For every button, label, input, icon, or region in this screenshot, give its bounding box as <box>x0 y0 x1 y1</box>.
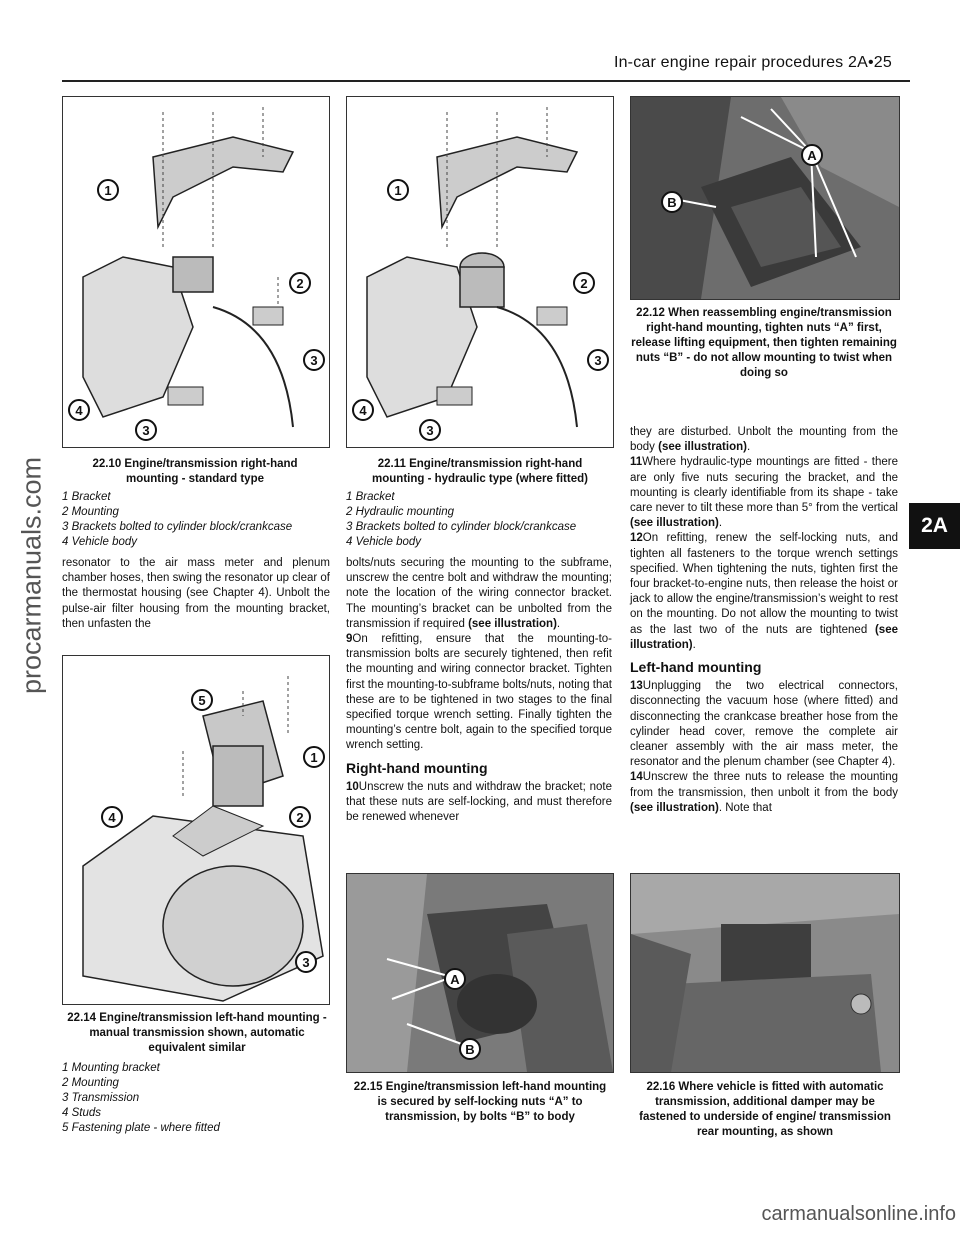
paragraph-13: 13Unplugging the two electrical connectors, disconnecting the vacuum hose (where fitted) and disconnecting the crankcase breather hose from the cylinder head cover, remove the complete air cleaner assembly with the air mass meter, the resonator and the plenum chamber (see Chapter 4). <box>630 680 898 769</box>
legend-item: 1 Bracket <box>62 491 111 503</box>
callout-2: 2 <box>289 806 311 828</box>
legend-item: 2 Mounting <box>62 1077 119 1089</box>
callout-1: 1 <box>303 746 325 768</box>
text-column-3 <box>630 425 898 816</box>
legend-22-10 <box>62 490 332 550</box>
callout-a: A <box>444 968 466 990</box>
figure-22-11 <box>346 96 614 448</box>
watermark-bottom: carmanualsonline.info <box>761 1203 956 1225</box>
figure-22-14 <box>62 655 330 1005</box>
legend-item: 4 Vehicle body <box>62 536 138 548</box>
photo-22-16 <box>631 874 899 1072</box>
caption-22-12: 22.12 When reassembling engine/transmission right-hand mounting, tighten nuts “A” first, release lifting equipment, then tighten remaining nuts “B” - do not allow mounting to twist when doing so <box>631 307 897 379</box>
legend-item: 5 Fastening plate - where fitted <box>62 1122 220 1134</box>
callout-a: A <box>801 144 823 166</box>
caption-22-14: 22.14 Engine/transmission left-hand mounting - manual transmission shown, automatic equivalent similar <box>67 1012 327 1054</box>
callout-5: 5 <box>191 689 213 711</box>
drawing-22-11 <box>347 97 613 447</box>
paragraph: they are disturbed. Unbolt the mounting from the body (see illustration). <box>630 426 898 454</box>
caption-22-15: 22.15 Engine/transmission left-hand mounting is secured by self-locking nuts “A” to transmission, by bolts “B” to body <box>353 1081 607 1123</box>
callout-3b: 3 <box>419 419 441 441</box>
figure-22-15 <box>346 873 614 1073</box>
chapter-tab: 2A <box>909 503 960 549</box>
page-header: In-car engine repair procedures 2A•25 <box>613 54 892 71</box>
callout-3: 3 <box>587 349 609 371</box>
paragraph-10: 10Unscrew the nuts and withdraw the bracket; note that these nuts are self-locking, and must therefore be renewed whenever <box>346 780 612 824</box>
callout-3b: 3 <box>135 419 157 441</box>
callout-3: 3 <box>303 349 325 371</box>
heading-right-hand-mounting: Right-hand mounting <box>346 759 488 776</box>
legend-item: 3 Transmission <box>62 1092 140 1104</box>
paragraph: resonator to the air mass meter and plenum chamber hoses, then swing the resonator up clear of the thermostat housing (see Chapter 4). Unbolt the pulse-air filter housing from the mounting bracket, then unfasten the <box>62 557 330 630</box>
callout-1: 1 <box>97 179 119 201</box>
callout-b: B <box>661 191 683 213</box>
watermark-side: procarmanuals.com <box>16 456 47 695</box>
caption-22-10: 22.10 Engine/transmission right-hand mounting - standard type <box>92 458 298 485</box>
legend-item: 3 Brackets bolted to cylinder block/crankcase <box>346 521 577 533</box>
callout-3: 3 <box>295 951 317 973</box>
callout-2: 2 <box>573 272 595 294</box>
figure-22-16 <box>630 873 900 1073</box>
callout-2: 2 <box>289 272 311 294</box>
drawing-22-10 <box>63 97 329 447</box>
callout-1: 1 <box>387 179 409 201</box>
legend-item: 1 Bracket <box>346 491 395 503</box>
text-column-1 <box>62 556 330 632</box>
heading-left-hand-mounting: Left-hand mounting <box>630 659 762 676</box>
header-rule <box>62 80 910 82</box>
legend-item: 2 Mounting <box>62 506 119 518</box>
legend-22-11 <box>346 490 616 550</box>
legend-item: 3 Brackets bolted to cylinder block/crankcase <box>62 521 293 533</box>
caption-22-16: 22.16 Where vehicle is fitted with automatic transmission, additional damper may be fastened to underside of engine/ transmission rear mounting, as shown <box>639 1081 891 1138</box>
paragraph: bolts/nuts securing the mounting to the subframe, unscrew the centre bolt and withdraw the mounting; note the location of the wiring connector bracket. The mounting’s bracket can be unbolted from the transmission if required (see illustration). <box>346 557 612 630</box>
figure-22-10 <box>62 96 330 448</box>
legend-item: 4 Studs <box>62 1107 101 1119</box>
photo-22-15 <box>347 874 613 1072</box>
figure-22-12 <box>630 96 900 300</box>
paragraph-11: 11Where hydraulic-type mountings are fitted - there are only five nuts securing the bracket, and the mounting is clearly identifiable from its shape - take care never to tilt these more than 5° from the vertical (see illustration). <box>630 456 898 530</box>
paragraph-9: 9On refitting, ensure that the mounting-to-transmission bolts are securely tightened, then refit the mounting and wiring connector bracket. Tighten first the mounting-to-subframe bolts/nuts, noting that these are to be tightened in two stages to the final specified torque wrench setting. Finally tighten the mounting’s centre bolt, again to the specified torque wrench setting. <box>346 633 612 752</box>
callout-4: 4 <box>101 806 123 828</box>
paragraph-14: 14Unscrew the three nuts to release the mounting from the transmission, then unbolt it from the body (see illustration). Note that <box>630 771 898 814</box>
legend-22-14 <box>62 1061 332 1136</box>
text-column-2 <box>346 556 612 825</box>
legend-item: 2 Hydraulic mounting <box>346 506 455 518</box>
paragraph-12: 12On refitting, renew the self-locking nuts, and tighten all fasteners to the torque wrench settings specified. When tightening the nuts, tighten first the four bracket-to-engine nuts, then release the hoist or jack to allow the engine/transmission’s weight to rest on the mounting. Do not allow the mounting to twist as the last two of the nuts are tightened (see illustration). <box>630 532 898 651</box>
callout-b: B <box>459 1038 481 1060</box>
caption-22-11: 22.11 Engine/transmission right-hand mounting - hydraulic type (where fitted) <box>372 458 588 485</box>
callout-4: 4 <box>352 399 374 421</box>
legend-item: 4 Vehicle body <box>346 536 422 548</box>
callout-4: 4 <box>68 399 90 421</box>
legend-item: 1 Mounting bracket <box>62 1062 160 1074</box>
